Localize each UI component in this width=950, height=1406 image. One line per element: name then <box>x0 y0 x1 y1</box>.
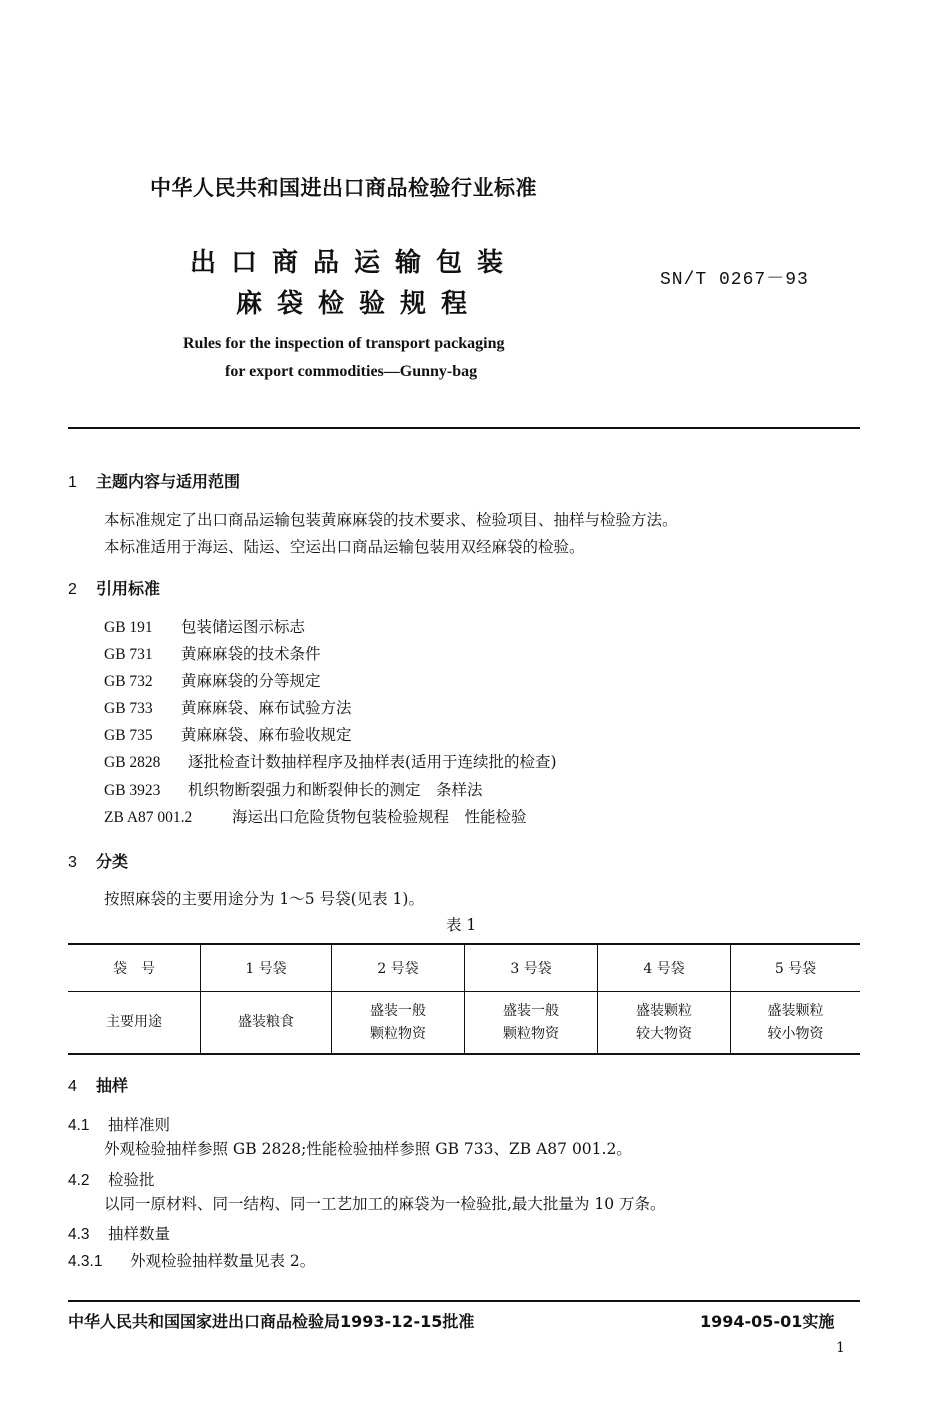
table-header-cell: 4 号袋 <box>598 944 731 992</box>
cell-line: 盛装一般 <box>370 1002 426 1019</box>
table-row <box>68 992 860 1055</box>
reference-item <box>104 749 557 776</box>
reference-code: GB 2828 <box>104 754 161 772</box>
cell-line: 较大物资 <box>636 1025 692 1042</box>
paragraph: 本标准适用于海运、陆运、空运出口商品运输包装用双经麻袋的检验。 <box>104 538 585 556</box>
section-number: 2 <box>68 581 77 598</box>
section-4-heading <box>68 1073 128 1096</box>
reference-item <box>104 668 557 695</box>
paragraph: 本标准规定了出口商品运输包装黄麻麻袋的技术要求、检验项目、抽样与检验方法。 <box>104 511 678 529</box>
table-header-row <box>68 944 860 992</box>
section-3-paragraph: 按照麻袋的主要用途分为 1～5 号袋(见表 1)。 <box>104 890 424 908</box>
page-number: 1 <box>836 1340 845 1356</box>
section-2-heading <box>68 576 160 599</box>
subsection-4-2-text: 以同一原材料、同一结构、同一工艺加工的麻袋为一检验批,最大批量为 10 万条。 <box>104 1195 666 1213</box>
cell-line: 较小物资 <box>767 1025 824 1042</box>
section-1-body <box>104 507 678 561</box>
reference-name: 黄麻麻袋、麻布试验方法 <box>181 699 352 718</box>
effective-date: 1994-05-01实施 <box>700 1312 835 1331</box>
subsection-number: 4.1 <box>68 1117 90 1134</box>
section-3-heading <box>68 849 128 872</box>
cell-line: 盛装一般 <box>503 1002 559 1019</box>
reference-name: 逐批检查计数抽样程序及抽样表(适用于连续批的检查) <box>188 753 557 772</box>
subsection-title: 检验批 <box>108 1171 155 1189</box>
subsection-title: 抽样准则 <box>108 1116 171 1134</box>
section-title: 主题内容与适用范围 <box>96 472 241 491</box>
cell-line: 颗粒物资 <box>370 1025 426 1042</box>
table-header-cell: 3 号袋 <box>465 944 598 992</box>
reference-item <box>104 722 557 749</box>
english-title-line-1: Rules for the inspection of transport packaging <box>183 335 505 352</box>
reference-code: GB 735 <box>104 727 153 745</box>
table-cell <box>598 992 731 1055</box>
section-title: 抽样 <box>96 1076 129 1095</box>
table-cell <box>201 992 332 1055</box>
section-1-heading <box>68 469 240 492</box>
table-header-cell: 1 号袋 <box>201 944 332 992</box>
approval-line: 中华人民共和国国家进出口商品检验局1993-12-15批准 <box>68 1312 475 1331</box>
reference-code: GB 191 <box>104 619 153 636</box>
reference-code: ZB A87 001.2 <box>104 808 193 826</box>
reference-name: 包装储运图示标志 <box>181 618 306 636</box>
subsection-4-3-1 <box>68 1249 315 1271</box>
table-header-cell: 5 号袋 <box>731 944 861 992</box>
table-cell <box>465 992 598 1055</box>
english-title-line-2: for export commodities—Gunny-bag <box>225 363 478 380</box>
reference-code: GB 731 <box>104 646 153 664</box>
reference-name: 机织物断裂强力和断裂伸长的测定 条样法 <box>188 780 483 799</box>
subsection-text: 外观检验抽样数量见表 2。 <box>130 1252 316 1270</box>
cell-line: 盛装颗粒 <box>767 1002 824 1019</box>
reference-code: GB 732 <box>104 673 153 691</box>
reference-name: 黄麻麻袋的分等规定 <box>181 672 321 691</box>
table-cell <box>731 992 861 1055</box>
bag-classification-table <box>68 943 860 1055</box>
table-caption: 表 1 <box>446 916 477 934</box>
reference-list <box>104 614 557 831</box>
subsection-number: 4.3.1 <box>68 1253 103 1270</box>
header-divider <box>68 427 860 429</box>
subsection-4-3-heading <box>68 1222 170 1244</box>
cell-line: 颗粒物资 <box>503 1025 559 1042</box>
reference-code: GB 733 <box>104 700 153 718</box>
table-header-cell: 袋 号 <box>68 944 201 992</box>
title-line-2: 麻袋检验规程 <box>236 289 483 319</box>
section-number: 3 <box>68 854 77 871</box>
title-line-1: 出口商品运输包装 <box>190 248 519 278</box>
table-cell <box>332 992 465 1055</box>
reference-name: 海运出口危险货物包装检验规程 性能检验 <box>232 807 527 826</box>
cell-line: 盛装颗粒 <box>636 1002 692 1019</box>
issuing-authority-header: 中华人民共和国进出口商品检验行业标准 <box>150 176 537 200</box>
standard-code: SN/T 0267－93 <box>660 270 809 290</box>
subsection-number: 4.3 <box>68 1226 90 1243</box>
reference-item <box>104 777 557 804</box>
subsection-4-2-heading <box>68 1168 155 1190</box>
section-number: 1 <box>68 474 77 491</box>
section-number: 4 <box>68 1078 77 1095</box>
reference-code: GB 3923 <box>104 781 161 799</box>
subsection-4-1-heading <box>68 1113 170 1135</box>
reference-item <box>104 614 557 641</box>
reference-item <box>104 695 557 722</box>
reference-name: 黄麻麻袋的技术条件 <box>181 645 321 664</box>
table-row-label: 主要用途 <box>106 1014 162 1030</box>
reference-item <box>104 641 557 668</box>
footer-divider <box>68 1300 860 1302</box>
table-header-cell: 2 号袋 <box>332 944 465 992</box>
section-title: 分类 <box>96 852 129 871</box>
reference-name: 黄麻麻袋、麻布验收规定 <box>181 726 352 745</box>
subsection-4-1-text: 外观检验抽样参照 GB 2828;性能检验抽样参照 GB 733、ZB A87 001.2。 <box>104 1140 632 1158</box>
cell-line: 盛装粮食 <box>238 1014 294 1030</box>
subsection-title: 抽样数量 <box>108 1225 171 1243</box>
section-title: 引用标准 <box>96 579 161 598</box>
reference-item <box>104 804 557 831</box>
subsection-number: 4.2 <box>68 1172 90 1189</box>
